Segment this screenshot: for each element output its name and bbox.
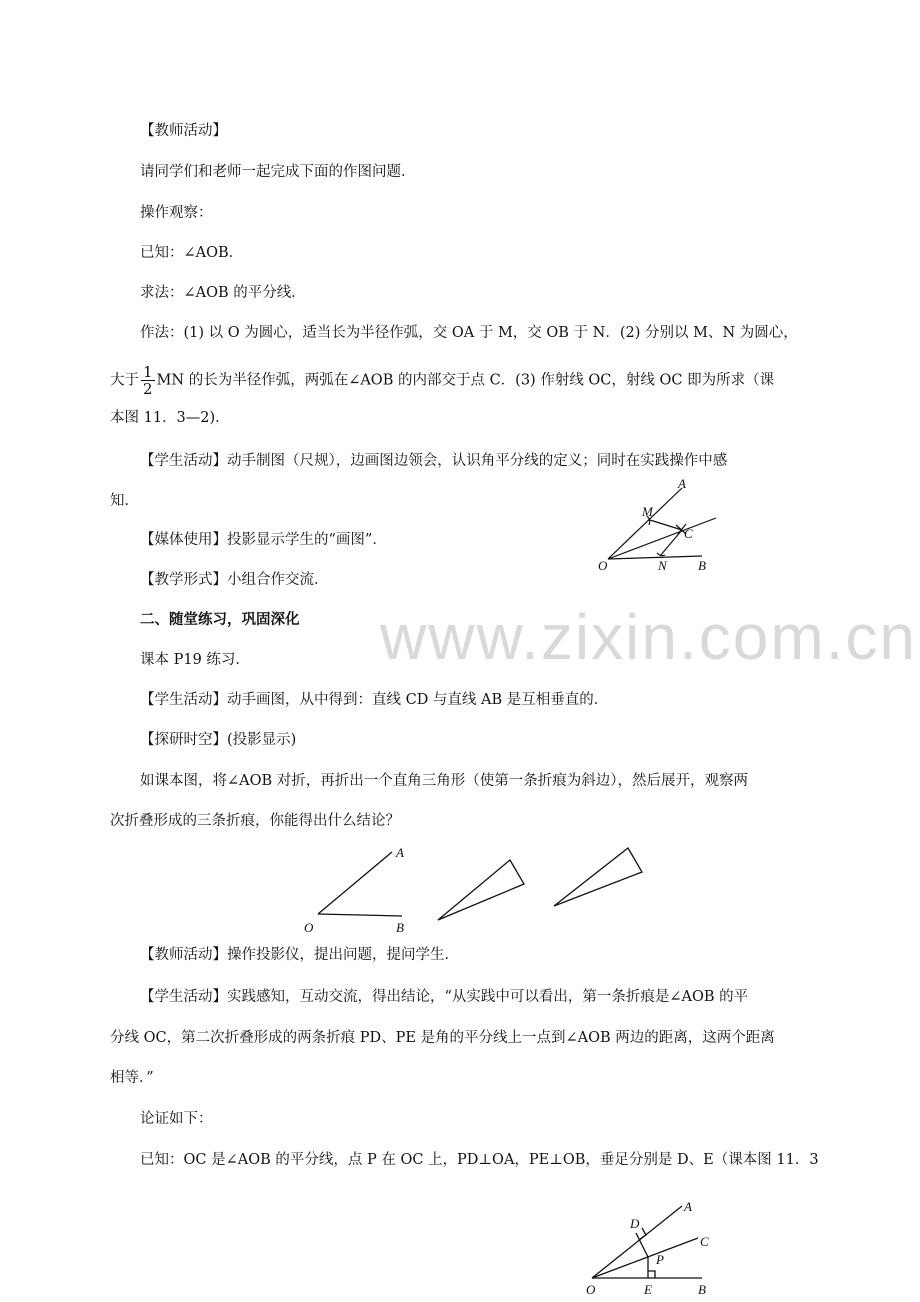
folded-triangle bbox=[554, 848, 642, 906]
paragraph: 【教师活动】操作投影仪，提出问题，提问学生． bbox=[140, 947, 459, 963]
label-b: B bbox=[698, 558, 706, 573]
paragraph: 【学生活动】动手制图（尺规），边画图边领会，认识角平分线的定义；同时在实践操作中感 bbox=[140, 453, 728, 469]
paragraph: 相等．” bbox=[110, 1070, 154, 1086]
paragraph: 已知：OC 是∠AOB 的平分线，点 P 在 OC 上，PD⊥OA，PE⊥OB，垂足分别是 D、E（课本图 11．3 bbox=[140, 1152, 819, 1168]
paragraph: 【教学形式】小组合作交流． bbox=[140, 572, 329, 588]
label-c: C bbox=[684, 526, 693, 541]
paragraph: 【学生活动】实践感知，互动交流，得出结论，“从实践中可以看出，第一条折痕是∠AOB 的平 bbox=[140, 989, 749, 1005]
folded-angle bbox=[438, 860, 524, 920]
ray-oc bbox=[592, 1238, 698, 1278]
fraction bbox=[141, 364, 155, 397]
section-heading: 二、随堂练习，巩固深化 bbox=[140, 611, 300, 628]
paragraph: 【探研时空】(投影显示) bbox=[140, 732, 297, 748]
right-angle-d bbox=[640, 1228, 646, 1239]
figure-bisector-distance bbox=[580, 1198, 730, 1298]
ray-ob bbox=[318, 914, 402, 916]
text: 大于 bbox=[110, 372, 139, 389]
paragraph: 请同学们和老师一起完成下面的作图问题． bbox=[140, 164, 416, 180]
label-c: C bbox=[700, 1234, 709, 1249]
label-p: P bbox=[656, 1252, 664, 1267]
paragraph: 分线 OC，第二次折叠形成的两条折痕 PD、PE 是角的平分线上一点到∠AOB 两边的距离，这两个距离 bbox=[110, 1030, 775, 1046]
fraction-denominator: 2 bbox=[143, 380, 153, 398]
fraction-numerator: 1 bbox=[143, 363, 153, 381]
label-e: E bbox=[644, 1282, 652, 1297]
text: MN 的长为半径作弧，两弧在∠AOB 的内部交于点 C．(3) 作射线 OC，射线 OC 即为所求（课 bbox=[156, 372, 775, 389]
paragraph: 操作观察： bbox=[140, 205, 213, 221]
ray-oa bbox=[608, 488, 682, 559]
right-angle-e bbox=[648, 1271, 655, 1278]
paragraph: 本图 11．3—2)． bbox=[110, 410, 230, 426]
ray-ob bbox=[608, 556, 702, 559]
segment-pd bbox=[636, 1233, 648, 1257]
paragraph: 如课本图，将∠AOB 对折，再折出一个直角三角形（使第一条折痕为斜边），然后展开，观察两 bbox=[140, 773, 749, 789]
label-o: O bbox=[586, 1282, 596, 1297]
paragraph: 次折叠形成的三条折痕，你能得出什么结论？ bbox=[110, 813, 400, 829]
label-o: O bbox=[598, 558, 608, 573]
paragraph: 求法：∠AOB 的平分线． bbox=[140, 285, 306, 301]
paragraph: 知． bbox=[110, 493, 139, 509]
paragraph: 【学生活动】动手画图，从中得到：直线 CD 与直线 AB 是互相垂直的． bbox=[140, 692, 609, 708]
paragraph: 作法：(1) 以 O 为圆心，适当长为半径作弧，交 OA 于 M，交 OB 于 N．(2) 分别以 M、N 为圆心， bbox=[140, 325, 798, 341]
paragraph: 课本 P19 练习． bbox=[140, 652, 250, 668]
paragraph: 已知：∠AOB． bbox=[140, 245, 244, 261]
label-n: N bbox=[658, 558, 667, 573]
heading-teacher-activity: 【教师活动】 bbox=[140, 123, 227, 139]
label-a: A bbox=[396, 845, 404, 860]
segment-mc bbox=[650, 520, 682, 530]
ray-oa bbox=[318, 852, 392, 914]
paragraph: 【媒体使用】投影显示学生的“画图”． bbox=[140, 532, 387, 548]
label-b: B bbox=[698, 1282, 706, 1297]
paragraph-with-fraction bbox=[110, 364, 774, 397]
label-m: M bbox=[642, 504, 653, 519]
label-a: A bbox=[678, 476, 686, 491]
label-o: O bbox=[304, 920, 314, 935]
figure-folding-angle bbox=[300, 840, 650, 935]
label-b: B bbox=[396, 920, 404, 935]
figure-angle-bisector-construction bbox=[594, 476, 734, 586]
label-d: D bbox=[630, 1216, 640, 1231]
watermark: www.zixin.com.cn bbox=[380, 601, 917, 673]
paragraph: 论证如下： bbox=[140, 1111, 213, 1127]
label-a: A bbox=[684, 1199, 692, 1214]
